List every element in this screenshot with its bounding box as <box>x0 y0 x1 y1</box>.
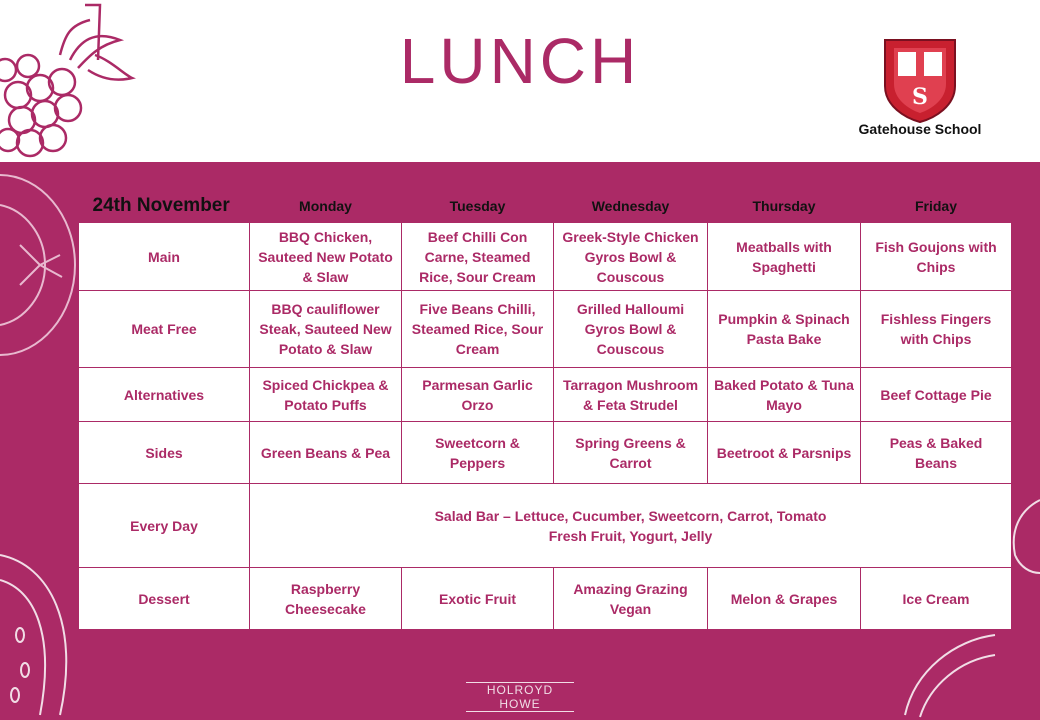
row-label: Dessert <box>79 568 250 630</box>
lunch-menu-table <box>78 190 1012 630</box>
row-every-day <box>79 484 1012 568</box>
caterer-brand: HOLROYD HOWE <box>466 682 574 712</box>
row-sides <box>79 422 1012 484</box>
menu-cell: Grilled Halloumi Gyros Bowl & Couscous <box>554 291 708 368</box>
menu-cell: Meatballs with Spaghetti <box>708 223 861 291</box>
row-dessert <box>79 568 1012 630</box>
header-row <box>79 190 1012 223</box>
menu-cell: Tarragon Mushroom & Feta Strudel <box>554 368 708 422</box>
menu-cell: Amazing Grazing Vegan <box>554 568 708 630</box>
day-header-wednesday: Wednesday <box>591 198 670 214</box>
menu-cell: Pumpkin & Spinach Pasta Bake <box>708 291 861 368</box>
school-name: Gatehouse School <box>858 121 982 137</box>
menu-cell: Parmesan Garlic Orzo <box>402 368 554 422</box>
row-label: Sides <box>79 422 250 484</box>
row-label: Meat Free <box>79 291 250 368</box>
menu-cell: Green Beans & Pea <box>250 422 402 484</box>
menu-cell: Greek-Style Chicken Gyros Bowl & Couscous <box>554 223 708 291</box>
school-crest-logo <box>880 36 960 124</box>
day-header-thursday: Thursday <box>752 198 816 214</box>
menu-cell: Raspberry Cheesecake <box>250 568 402 630</box>
menu-cell: BBQ cauliflower Steak, Sauteed New Potato & Slaw <box>250 291 402 368</box>
menu-cell: Beef Chilli Con Carne, Steamed Rice, Sour Cream <box>402 223 554 291</box>
row-alternatives <box>79 368 1012 422</box>
row-label: Every Day <box>79 484 250 568</box>
menu-cell: Sweetcorn & Peppers <box>402 422 554 484</box>
row-label: Main <box>79 223 250 291</box>
menu-cell: Fishless Fingers with Chips <box>861 291 1012 368</box>
every-day-line-1: Salad Bar – Lettuce, Cucumber, Sweetcorn, Carrot, Tomato <box>434 507 827 524</box>
menu-cell: Spiced Chickpea & Potato Puffs <box>250 368 402 422</box>
every-day-cell <box>250 484 1012 568</box>
row-label: Alternatives <box>79 368 250 422</box>
row-main <box>79 223 1012 291</box>
menu-cell: Peas & Baked Beans <box>861 422 1012 484</box>
row-meat-free <box>79 291 1012 368</box>
day-header-monday: Monday <box>299 198 352 214</box>
caterer-logo <box>460 680 580 714</box>
menu-cell: Exotic Fruit <box>402 568 554 630</box>
menu-cell: Fish Goujons with Chips <box>861 223 1012 291</box>
menu-cell: Baked Potato & Tuna Mayo <box>708 368 861 422</box>
day-header-friday: Friday <box>914 198 957 214</box>
svg-text:S: S <box>912 84 928 110</box>
page-title: LUNCH <box>399 25 641 97</box>
menu-cell: Melon & Grapes <box>708 568 861 630</box>
menu-cell: Beef Cottage Pie <box>861 368 1012 422</box>
menu-cell: Spring Greens & Carrot <box>554 422 708 484</box>
menu-cell: BBQ Chicken, Sauteed New Potato & Slaw <box>250 223 402 291</box>
menu-cell: Five Beans Chilli, Steamed Rice, Sour Cream <box>402 291 554 368</box>
menu-date: 24th November <box>92 195 230 216</box>
menu-cell: Ice Cream <box>861 568 1012 630</box>
day-header-tuesday: Tuesday <box>449 198 506 214</box>
every-day-line-2: Fresh Fruit, Yogurt, Jelly <box>548 527 713 544</box>
menu-cell: Beetroot & Parsnips <box>708 422 861 484</box>
